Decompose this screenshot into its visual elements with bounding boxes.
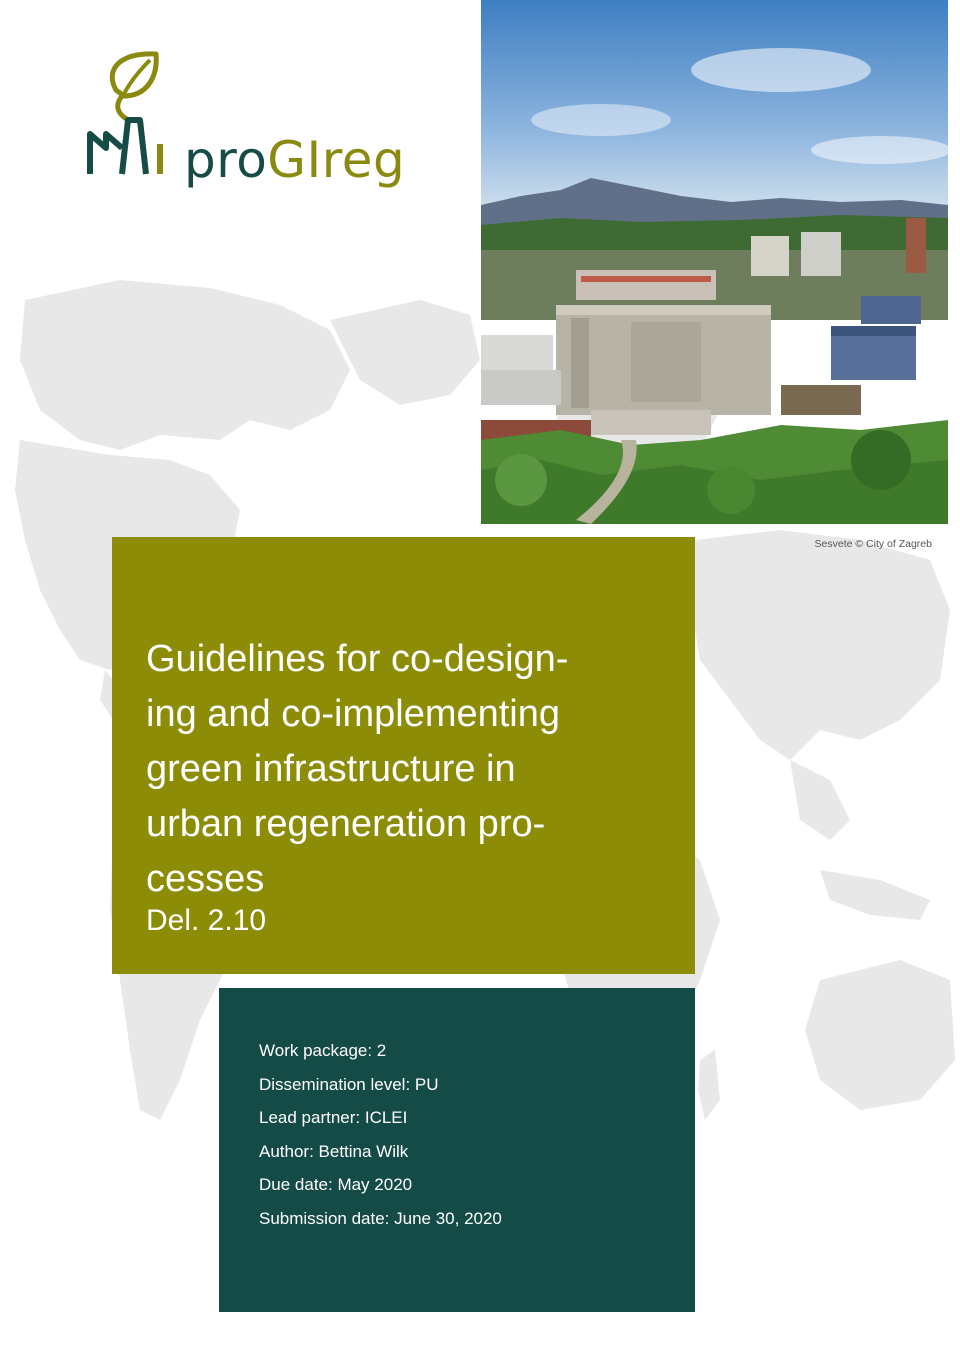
title-line: green infrastructure in: [146, 748, 516, 790]
info-due-date: Due date: May 2020: [259, 1175, 413, 1194]
brand-name: [184, 130, 405, 190]
brand-part-gi: GI: [267, 131, 322, 189]
title-box: [112, 537, 695, 974]
title-line: urban regeneration pro-: [146, 803, 546, 845]
deliverable-number: Del. 2.10: [146, 904, 267, 937]
factory-leaf-logo-icon: [84, 48, 184, 188]
info-lead-partner: Lead partner: ICLEI: [259, 1108, 408, 1127]
info-dissemination-level: Dissemination level: PU: [259, 1074, 439, 1094]
proGIreg-logo: [84, 48, 414, 198]
brand-part-pro: pro: [184, 131, 268, 189]
info-work-package: Work package: 2: [259, 1041, 387, 1060]
info-submission-date: Submission date: June 30, 2020: [259, 1208, 502, 1228]
title-line: ing and co-implementing: [146, 693, 561, 735]
cover-photo: [481, 0, 948, 524]
photo-caption: Sesvete © City of Zagreb: [814, 538, 932, 550]
brand-part-reg: reg: [321, 131, 406, 189]
info-author: Author: Bettina Wilk: [259, 1141, 409, 1161]
title-line: cesses: [146, 858, 265, 900]
document-info-box: [219, 988, 695, 1312]
info-list: [259, 1034, 502, 1235]
title-line: Guidelines for co-design-: [146, 638, 569, 680]
document-title: [146, 632, 676, 907]
